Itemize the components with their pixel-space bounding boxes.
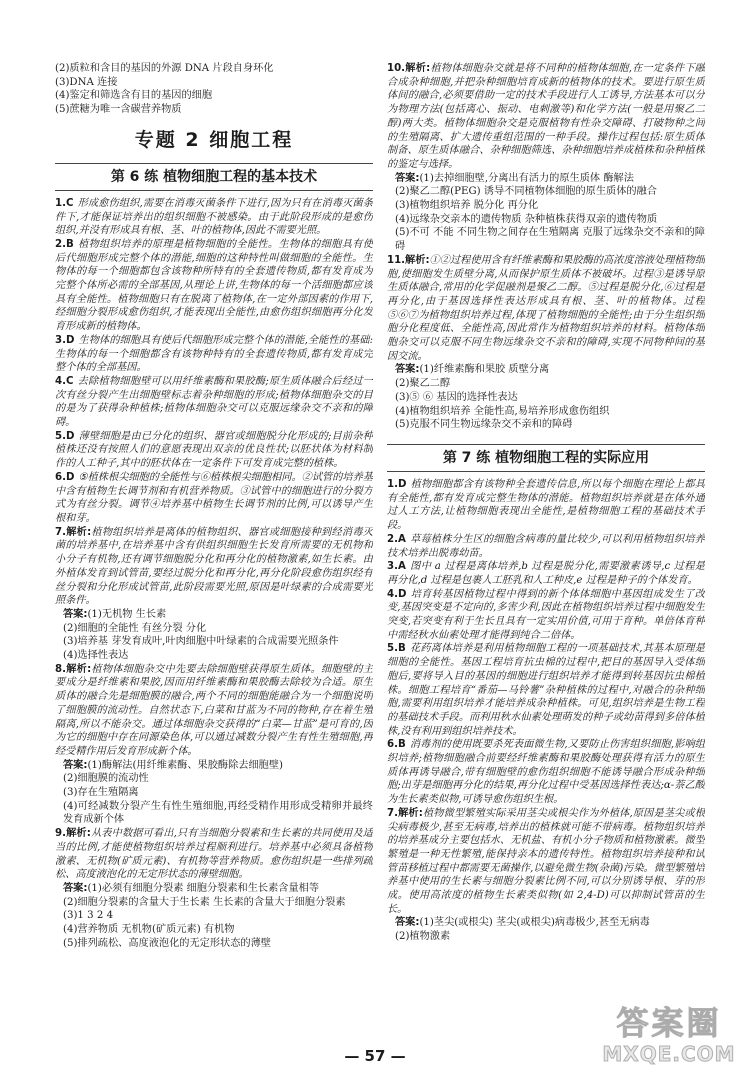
answer-line: (4)选择性表达 — [63, 650, 129, 662]
question-item — [55, 471, 373, 526]
answer-label: 答案: — [395, 172, 420, 184]
answer-line — [55, 608, 373, 622]
answer-line: (3)存在生殖隔离 — [63, 787, 139, 799]
answer-text: (1)必须有细胞分裂素 细胞分裂素和生长素含量相等 — [87, 882, 320, 894]
left-column — [55, 62, 373, 1044]
answer-line: (2)聚乙二醇(PEG) 诱导不同植物体细胞的原生质体的融合 — [395, 186, 657, 198]
question-explanation: 植物体细胞杂交就是将不同种的植物体细胞,在一定条件下融合成杂种细胞,并把杂种细胞培育成新的植物体的技术。要进行原生质体间的融合,必须要借助一定的技术手段进行人工诱导,方法基本可以分为物理方法(包括离心、振动、电刺激等)和化学方法(一般是用聚乙二醇)两大类。植物体细胞杂交是克服植物有性杂交障碍、打破物种之间的生殖隔离、扩大遗传重组范围的一种手段。操作过程包括:原生质体制备、原生质体融合、杂种细胞筛选、杂种细胞培养成植株和杂种植株的鉴定与选择。 — [387, 63, 705, 170]
question-item — [387, 807, 705, 917]
section-title-practice-7: 第 7 练 植物细胞工程的实际应用 — [387, 444, 705, 472]
answer-line: (5)不可 不能 不同生物之间存在生殖隔离 克服了远缘杂交不亲和的障碍 — [395, 227, 705, 253]
answer-label: 答案: — [63, 882, 88, 894]
answer-line: (2)细胞的全能性 有丝分裂 分化 — [63, 622, 207, 634]
question-explanation: ⑤植株根尖细胞的全能性与⑥植株根尖细胞相同。②试管的培养基中含有植物生长调节剂和有机营养物质。③试管中的细胞进行的分裂方式为有丝分裂。调节④培养基中植物生长调节剂的比例,可以诱导产生根和芽。 — [55, 471, 373, 524]
watermark-logo-text: 答案圈 — [616, 1004, 722, 1042]
question-label: 9.解析: — [55, 828, 91, 840]
question-label: 2.B — [55, 238, 74, 250]
section-title-practice-6: 第 6 练 植物细胞工程的基本技术 — [55, 163, 373, 191]
intro-line: (4)鉴定和筛选含有目的基因的细胞 — [55, 90, 213, 102]
question-item — [55, 334, 373, 375]
question-explanation: 草莓植株分生区的细胞含病毒的量比较少,可以利用植物组织培养技术培养出脱毒幼苗。 — [387, 533, 705, 559]
question-item — [387, 588, 705, 643]
question-item — [387, 254, 705, 364]
question-label: 7.解析: — [55, 526, 92, 538]
question-label: 6.B — [387, 739, 406, 751]
answer-line — [387, 916, 705, 930]
question-explanation: 从表中数据可看出,只有当细胞分裂素和生长素的共同使用及适当的比例,才能使植物组织培养过程顺利进行。培养基中必须具备植物激素、无机物(矿质元素)、有机物等营养物质。愈伤组织是一些排列疏松、高度液泡化的无定形状态的薄壁细胞。 — [55, 828, 373, 881]
answer-line: (4)远缘杂交亲本的遗传物质 杂种植株获得双亲的遗传物质 — [395, 213, 658, 225]
answer-line — [55, 882, 373, 896]
question-item — [387, 560, 705, 587]
answer-line: (2)细胞分裂素的含量大于生长素 生长素的含量大于细胞分裂素 — [63, 896, 346, 908]
answer-line: (3)1 3 2 4 — [63, 910, 114, 922]
answer-label: 答案: — [395, 364, 420, 376]
answer-text: (1)茎尖(或根尖) 茎尖(或根尖)病毒极少,甚至无病毒 — [419, 917, 650, 929]
question-item — [55, 238, 373, 334]
question-item — [387, 642, 705, 738]
question-item — [387, 62, 705, 172]
question-label: 4.C — [55, 375, 74, 387]
question-item — [387, 478, 705, 533]
question-item — [55, 827, 373, 882]
answer-label: 答案: — [63, 759, 88, 771]
question-label: 5.D — [55, 430, 75, 442]
answer-line: (4)营养物质 无机物(矿质元素) 有机物 — [63, 924, 235, 936]
answer-line: (4)可经减数分裂产生有性生殖细胞,再经受精作用形成受精卵并最终发育成新个体 — [63, 800, 373, 826]
answer-line — [387, 363, 705, 377]
question-explanation: 植物组织培养的原理是植物细胞的全能性。生物体的细胞具有使后代细胞形成完整个体的潜能,细胞的这种特性叫做细胞的全能性。生物体的每一个细胞都包含该物种所特有的全套遗传物质,都有发育成为完整个体所必需的全部基因,从理论上讲,生物体的每一个活细胞都应该具有全能性。植物细胞只有在脱离了植物体,在一定外部因素的作用下,经细胞分裂形成愈伤组织,才能表现出全能性,由愈伤组织细胞再分化发育形成新的植物体。 — [55, 238, 373, 333]
question-explanation: ①②过程使用含有纤维素酶和果胶酶的高浓度溶液处理植物细胞,使细胞发生质壁分离,从而保护原生质体不被破坏。过程③是诱导原生质体融合,常用的化学促融剂是聚乙二醇。⑤过程是脱分化,⑥过程是再分化,由于基因选择性表达形成具有根、茎、叶的植物体。过程⑤⑥⑦为植物组织培养过程,体现了植物细胞的全能性;由于分生组织细胞分化程度低、全能性高,因此常作为植物组织培养的材料。植物体细胞杂交可以克服不同生物远缘杂交不亲和的障碍,实现不同物种间的基因交流。 — [387, 254, 705, 362]
question-explanation: 植物组织培养是离体的植物组织、器官或细胞接种到经消毒灭菌的培养基中,在培养基中含有供组织细胞生长发育所需要的无机物和小分子有机物,还有调节细胞脱分化和再分化的植物激素,如生长素。由外植体发育到试管苗,要经过脱分化和再分化,再分化阶段愈伤组织经有丝分裂和分化形成试管苗,此阶段需要光照,原因是叶绿素的合成需要光照条件。 — [55, 526, 373, 607]
answer-label: 答案: — [63, 608, 88, 620]
question-explanation: 图中 a 过程是离体培养,b 过程是脱分化,需要激素诱导,c 过程是再分化,d 过程是包裹人工胚乳和人工种皮,e 过程是种子的个体发育。 — [387, 561, 705, 586]
question-explanation: 植物体细胞杂交中先要去除细胞壁获得原生质体。细胞壁的主要成分是纤维素和果胶,因而用纤维素酶和果胶酶去除较为合适。原生质体的融合先是细胞膜的融合,两个不同的细胞能融合为一个细胞说明了细胞膜的流动性。自然状态下,白菜和甘蓝为不同的物种,存在着生殖隔离,所以不能杂交。通过体细胞杂交获得的“白菜—甘蓝”是可育的,因为它的细胞中存在同源染色体,可以通过减数分裂产生有性生殖细胞,再经受精作用后发育形成新个体。 — [55, 663, 373, 757]
answer-text: (1)无机物 生长素 — [87, 608, 167, 620]
question-label: 11.解析: — [387, 254, 430, 266]
intro-line: (3)DNA 连接 — [55, 76, 118, 88]
intro-line: (2)质粒和含目的基因的外源 DNA 片段自身环化 — [55, 63, 274, 74]
answer-text: (1)纤维素酶和果胶 质壁分离 — [419, 364, 550, 376]
answer-line: (2)聚乙二醇 — [395, 378, 451, 390]
answer-label: 答案: — [395, 917, 420, 929]
question-label: 1.C — [55, 197, 74, 209]
question-label: 3.D — [55, 334, 75, 346]
answer-line: (2)植物激素 — [395, 931, 451, 943]
answer-line: (5)排列疏松、高度液泡化的无定形状态的薄壁 — [63, 937, 271, 949]
question-explanation: 植物微型繁殖实际采用茎尖或根尖作为外植体,原因是茎尖或根尖病毒极少,甚至无病毒,培养出的植株就可能不带病毒。植物组织培养的培养基成分主要包括水、无机盐、有机小分子物质和植物激素。微型繁殖是一种无性繁殖,能保持亲本的遗传特性。植物组织培养接种和试管苗移植过程中都需要无菌操作,以避免微生物(杂菌)污染。微型繁殖培养基中使用的生长素与细胞分裂素比例不同,可以分别诱导根、芽的形成。使用高浓度的植物生长素类似物(如 2,4-D)可以抑制试管苗的生长。 — [387, 807, 705, 915]
answer-line: (3)培养基 芽发育成叶,叶肉细胞中叶绿素的合成需要光照条件 — [63, 636, 339, 648]
question-explanation: 薄壁细胞是由已分化的组织、器官或细胞脱分化形成的;目前杂种植株还没有按照人们的意愿表现出双亲的优良性状;以胚状体为材料制作的人工种子,其中的胚状体在一定条件下可发育成完整的植株。 — [55, 430, 373, 470]
question-label: 7.解析: — [387, 807, 423, 819]
question-explanation: 形成愈伤组织,需要在消毒灭菌条件下进行,因为只有在消毒灭菌条件下,才能保证培养出的组织细胞不被感染。由于此阶段形成的是愈伤组织,并没有形成具有根、茎、叶的植物体,因此不需要光照。 — [55, 197, 373, 237]
answer-line — [55, 759, 373, 773]
question-explanation: 培育转基因植物过程中得到的新个体体细胞中基因组成发生了改变,基因突变是不定向的,多害少利,因此在植物组织培养过程中细胞发生突变,若突变有利于生长且具有一定实用价值,可用于育种。单倍体育种中需经秋水仙素处理才能得到纯合二倍体。 — [387, 588, 705, 641]
question-explanation: 花药离体培养是利用植物细胞工程的一项基础技术,其基本原理是细胞的全能性。基因工程培育抗虫棉的过程中,把目的基因导入受体细胞后,要将导入目的基因的细胞进行组织培养才能得到转基因抗虫棉植株。细胞工程培育“番茄—马铃薯”杂种植株的过程中,对融合的杂种细胞,需要利用组织培养才能培养成杂种植株。可见,组织培养是生物工程的基础技术手段。而利用秋水仙素处理萌发的种子或幼苗得到多倍体植株,没有利用到组织培养技术。 — [387, 643, 705, 737]
question-explanation: 植物细胞都含有该物种全套遗传信息,所以每个细胞在理论上都具有全能性,都有发育成完整生物体的潜能。植物组织培养就是在体外通过人工方法,让植物细胞表现出全能性,是植物细胞工程的基础技术手段。 — [387, 478, 705, 532]
question-label: 1.D — [387, 478, 407, 490]
answer-text: (1)去掉细胞壁,分离出有活力的原生质体 酶解法 — [419, 172, 634, 184]
question-item — [55, 197, 373, 238]
question-item — [387, 533, 705, 560]
question-item — [55, 526, 373, 608]
answer-line: (3)⑤ ⑥ 基因的选择性表达 — [395, 391, 518, 403]
question-explanation: 去除植物细胞壁可以用纤维素酶和果胶酶;原生质体融合后经过一次有丝分裂产生出细胞壁标志着杂种细胞的形成;植物体细胞杂交的目的是为了获得杂种植株;植物体细胞杂交可以克服远缘杂交不亲和的障碍。 — [55, 375, 373, 429]
watermark-site-text: MXQE.COM — [602, 1042, 736, 1066]
question-label: 8.解析: — [55, 663, 92, 675]
answer-line — [387, 172, 705, 186]
question-label: 3.A — [387, 561, 406, 573]
question-label: 10.解析: — [387, 63, 431, 74]
question-label: 2.A — [387, 533, 406, 545]
right-column — [387, 62, 705, 1044]
answer-line: (4)植物组织培养 全能性高,易培养形成愈伤组织 — [395, 405, 610, 417]
question-item — [55, 375, 373, 430]
watermark-logo — [596, 1004, 742, 1066]
question-label: 6.D — [55, 471, 75, 483]
answer-line: (5)克服不同生物远缘杂交不亲和的障碍 — [395, 419, 573, 431]
question-item — [387, 738, 705, 807]
answer-line: (2)细胞膜的流动性 — [63, 773, 149, 785]
question-label: 5.B — [387, 643, 406, 655]
intro-line: (5)蔗糖为唯一含碳营养物质 — [55, 104, 182, 116]
question-item — [55, 430, 373, 471]
question-explanation: 生物体的细胞具有使后代细胞形成完整个体的潜能,全能性的基础:生物体的每一个细胞都含有该物种特有的全套遗传物质,都有发育成完整个体的全部基因。 — [55, 334, 373, 374]
page-number: — 57 — — [344, 1047, 406, 1065]
topic-title: 专题 2 细胞工程 — [134, 128, 294, 151]
answer-text: (1)酶解法(用纤维素酶、果胶酶除去细胞壁) — [87, 759, 284, 771]
question-label: 4.D — [387, 588, 407, 600]
answer-line: (3)植物组织培养 脱分化 再分化 — [395, 200, 539, 212]
question-item — [55, 663, 373, 759]
question-explanation: 消毒剂的使用既要杀死表面微生物,又要防止伤害组织细胞,影响组织培养;植物细胞融合前要经纤维素酶和果胶酶处理获得有活力的原生质体再诱导融合,带有细胞壁的愈伤组织细胞不能诱导融合形成杂种细胞;出芽是细胞再分化的结果,再分化过程中受基因选择性表达;α-萘乙酸为生长素类似物,可诱导愈伤组织生根。 — [387, 739, 705, 806]
